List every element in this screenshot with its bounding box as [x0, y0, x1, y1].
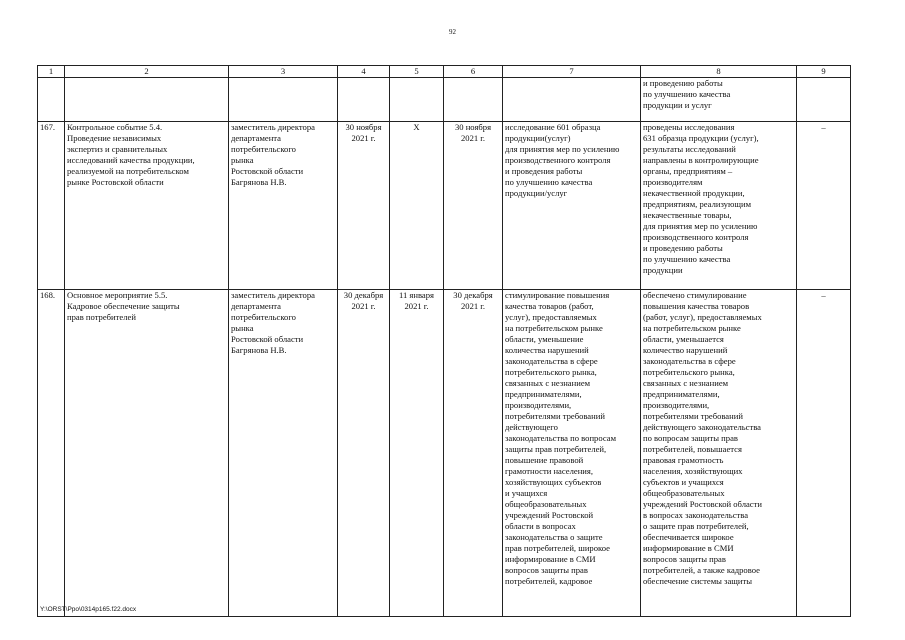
responsible-cell: заместитель директора департамента потребительского рынка Ростовской области Багрянова Н.В.: [229, 290, 338, 617]
event-name-cell: Основное мероприятие 5.5. Кадровое обеспечение защиты прав потребителей: [65, 290, 229, 617]
plan-start-date-cell: 30 декабря 2021 г.: [338, 290, 390, 617]
column-number-row: [38, 66, 851, 78]
table-cell: [65, 78, 229, 122]
plan-start-date-cell: 30 ноября 2021 г.: [338, 122, 390, 290]
column-number: 6: [444, 66, 503, 78]
table-cell: [797, 78, 851, 122]
report-table-wrapper: [37, 65, 850, 617]
column-number: 5: [390, 66, 444, 78]
column-number: 8: [641, 66, 797, 78]
table-cell: [338, 78, 390, 122]
column-number: 3: [229, 66, 338, 78]
column-number: 2: [65, 66, 229, 78]
row-number-cell: 168.: [38, 290, 65, 617]
column-number: 4: [338, 66, 390, 78]
table-row: [38, 290, 851, 617]
actual-result-cell: и проведению работы по улучшению качества продукции и услуг: [641, 78, 797, 122]
page-number: 92: [449, 28, 456, 36]
responsible-cell: заместитель директора департамента потребительского рынка Ростовской области Багрянова Н.В.: [229, 122, 338, 290]
event-name-cell: Контрольное событие 5.4. Проведение независимых экспертиз и сравнительных исследований качества продукции, реализуемой на потребительском рынке Ростовской области: [65, 122, 229, 290]
table-cell: [38, 78, 65, 122]
table-cell: [444, 78, 503, 122]
row-number-cell: 167.: [38, 122, 65, 290]
document-file-path: Y:\ORST\Ppo\0314p165.f22.docx: [40, 606, 137, 613]
column-number: 7: [503, 66, 641, 78]
end-date-cell: 30 ноября 2021 г.: [444, 122, 503, 290]
note-cell: –: [797, 122, 851, 290]
expected-result-cell: стимулирование повышения качества товаров (работ, услуг), предоставляемых на потребительском рынке области, уменьшение количества нарушений законодательства в сфере потребительского рынка, связанных с незнанием предпринимателями, производителями, потребителями требований действующего законодательства по вопросам защиты прав потребителей, повышение правовой грамотности населения, хозяйствующих субъектов и учащихся общеобразовательных учреждений Ростовской области в вопросах законодательства о защите прав потребителей, широкое информирование в СМИ вопросов защиты прав потребителей, кадровое: [503, 290, 641, 617]
end-date-cell: 30 декабря 2021 г.: [444, 290, 503, 617]
continuation-row: [38, 78, 851, 122]
fact-start-date-cell: 11 января 2021 г.: [390, 290, 444, 617]
note-cell: –: [797, 290, 851, 617]
table-cell: [503, 78, 641, 122]
report-table: [37, 65, 851, 617]
fact-start-date-cell: Х: [390, 122, 444, 290]
actual-result-cell: проведены исследования 631 образца продукции (услуг), результаты исследований направлены в контролирующие органы, предприятиям – производителям некачественной продукции, предприятиям, реализующим некачественные товары, для принятия мер по усилению производственного контроля и проведению работы по улучшению качества продукции: [641, 122, 797, 290]
actual-result-cell: обеспечено стимулирование повышения качества товаров (работ, услуг), предоставляемых на потребительском рынке области, уменьшается количество нарушений законодательства в сфере потребительского рынка, связанных с незнанием предпринимателями, производителями, потребителями требований действующего законодательства по вопросам защиты прав потребителей, повышается правовая грамотность населения, хозяйствующих субъектов и учащихся общеобразовательных учреждений Ростовской области в вопросах законодательства о защите прав потребителей, обеспечивается широкое информирование в СМИ вопросов защиты прав потребителей, а также кадровое обеспечение системы защиты: [641, 290, 797, 617]
table-row: [38, 122, 851, 290]
table-cell: [390, 78, 444, 122]
expected-result-cell: исследование 601 образца продукции(услуг) для принятия мер по усилению производственного контроля и проведения работы по улучшению качества продукции/услуг: [503, 122, 641, 290]
table-cell: [229, 78, 338, 122]
column-number: 9: [797, 66, 851, 78]
column-number: 1: [38, 66, 65, 78]
